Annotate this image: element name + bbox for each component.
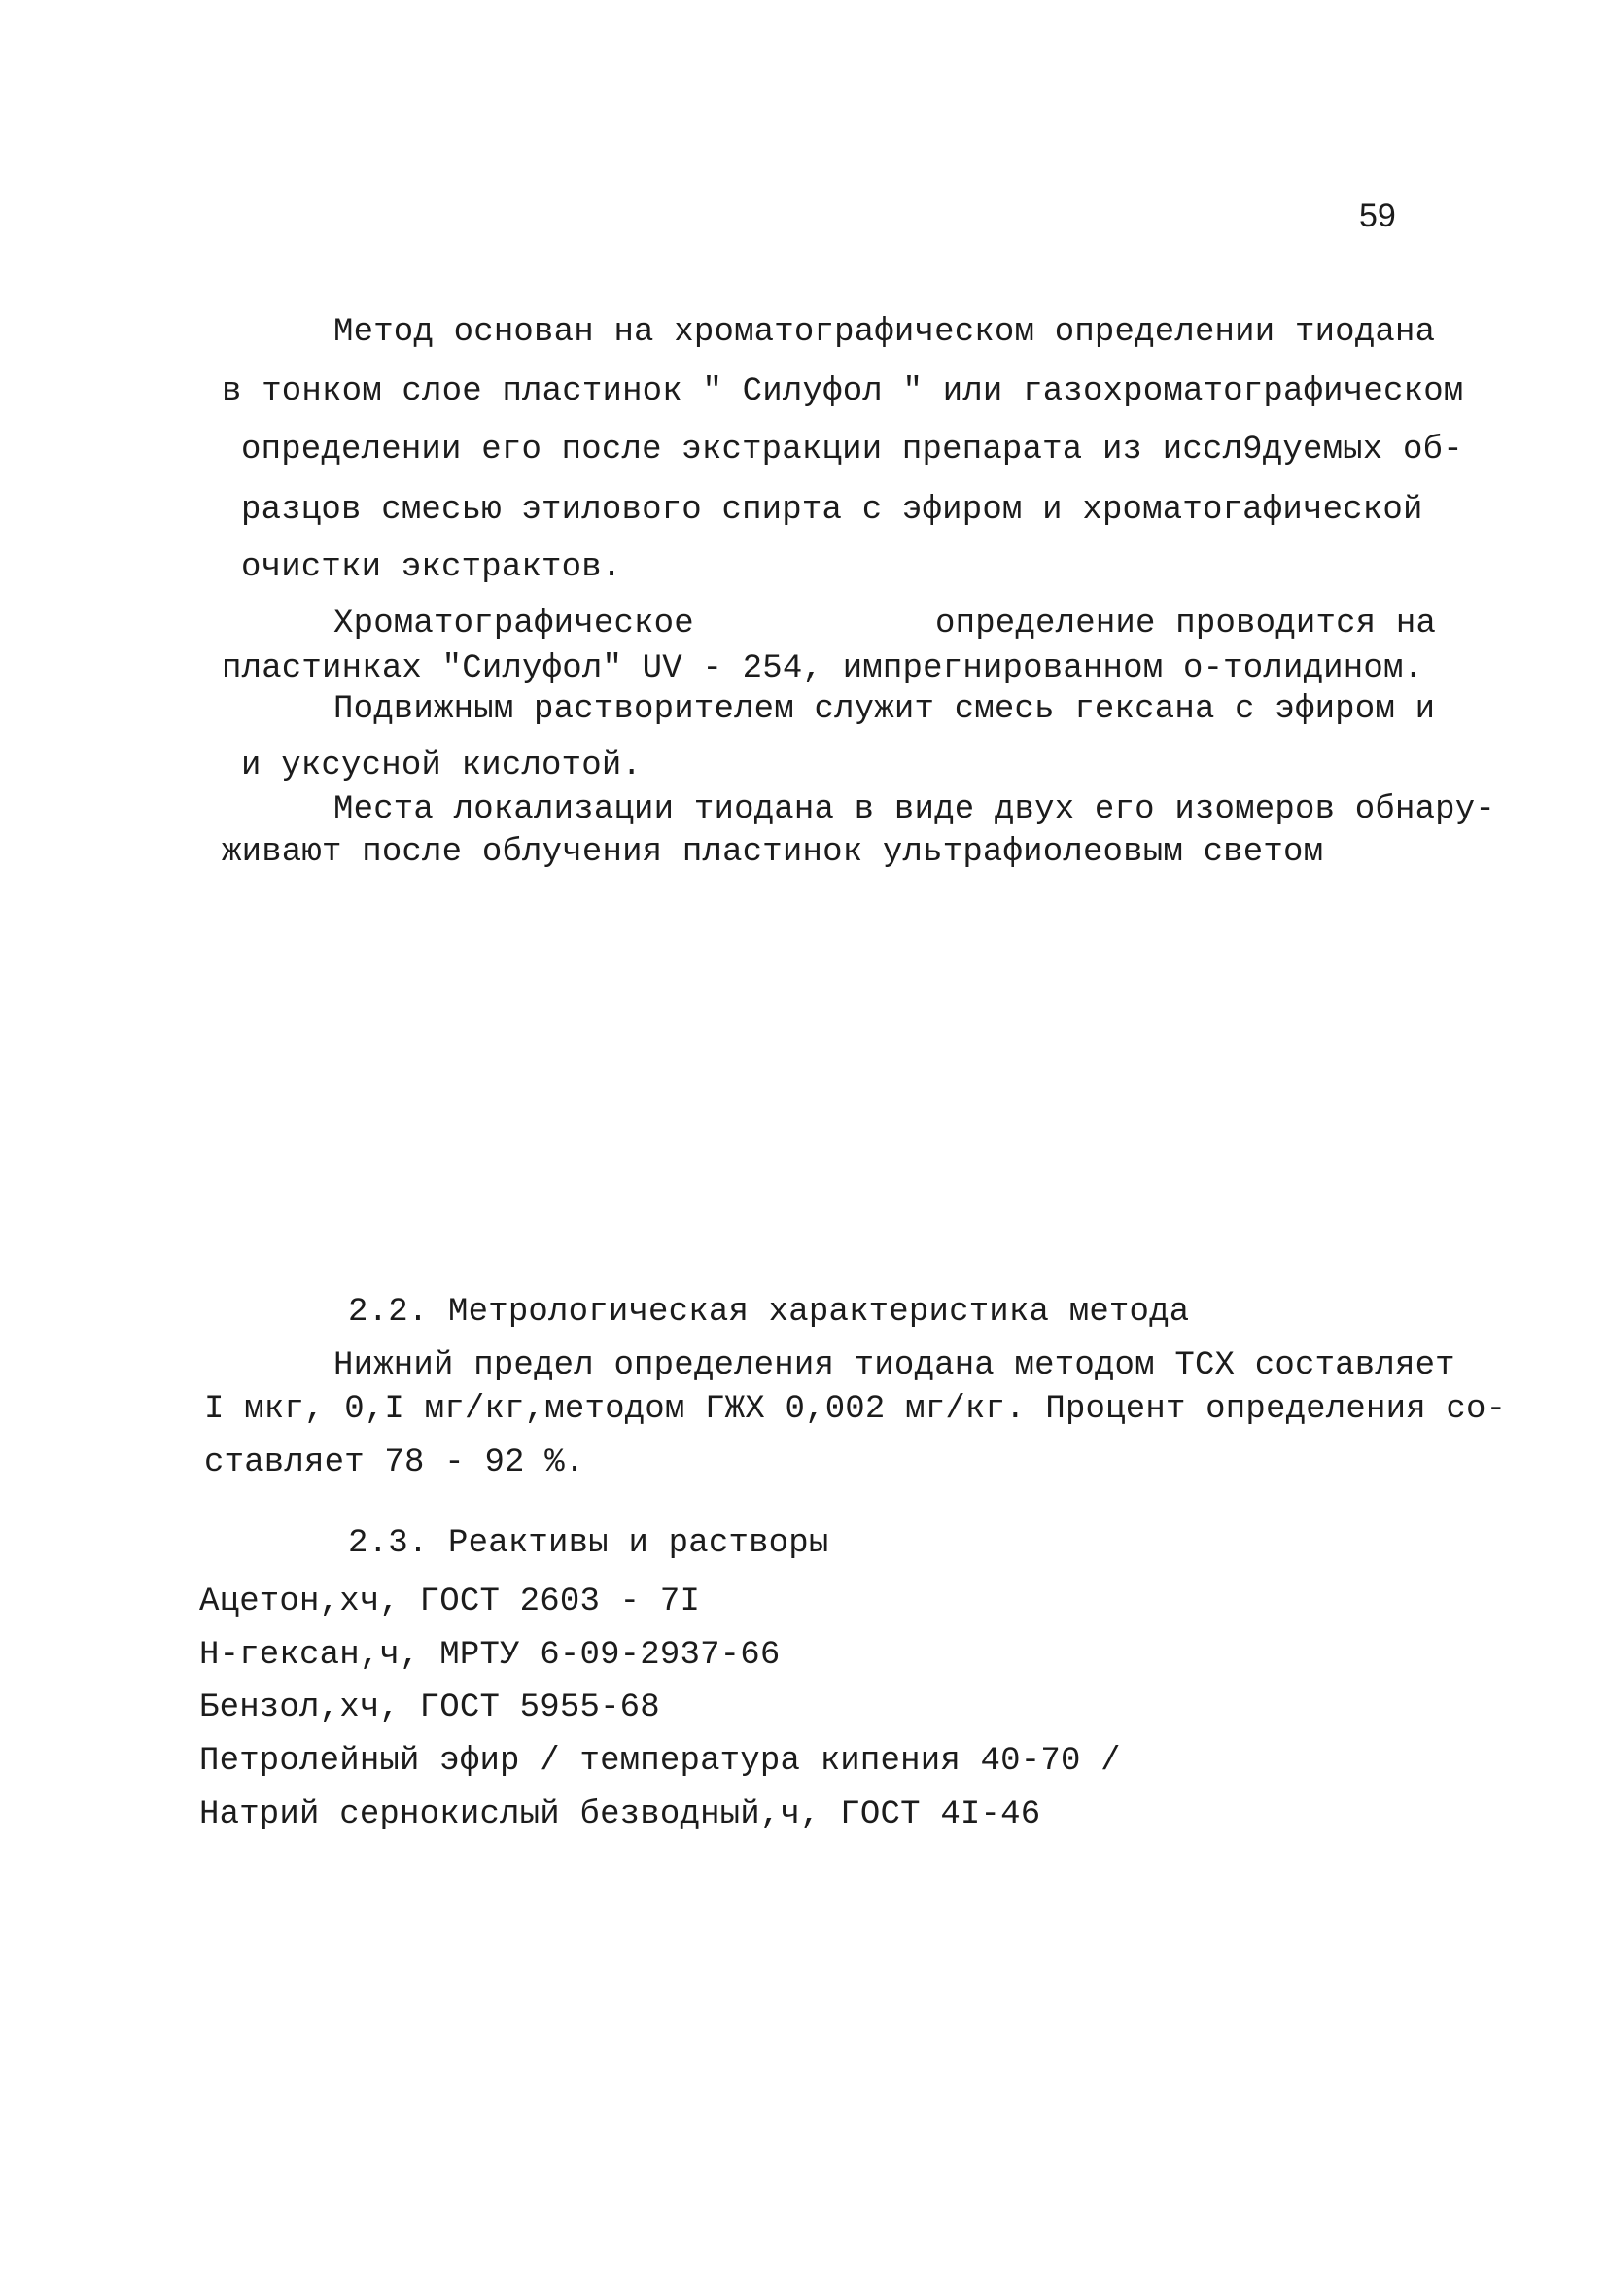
reagent-item-3: Бензол,хч, ГОСТ 5955-68: [199, 1689, 660, 1726]
section-2-2-heading: 2.2. Метрологическая характеристика метода: [348, 1294, 1190, 1331]
intro-line-1: Метод основан на хроматографическом определении тиодана: [333, 314, 1436, 351]
reagent-item-2: Н-гексан,ч, МРТУ 6-09-2937-66: [199, 1637, 781, 1674]
section-2-2-line-1: Нижний предел определения тиодана методом ТСХ составляет: [333, 1347, 1455, 1384]
chromatography-line-3: Подвижным растворителем служит смесь гексана с эфиром и: [333, 691, 1436, 728]
chromatography-line-6: живают после облучения пластинок ультрафиолеовым светом: [222, 834, 1324, 871]
reagent-item-5: Натрий сернокислый безводный,ч, ГОСТ 4I-46: [199, 1796, 1041, 1833]
chromatography-line-2: пластинках "Силуфол" UV - 254, импрегнированном о-толидином.: [222, 650, 1424, 687]
reagent-item-1: Ацетон,хч, ГОСТ 2603 - 7I: [199, 1583, 701, 1620]
chromatography-line-4: и уксусной кислотой.: [241, 748, 643, 784]
section-2-3-heading: 2.3. Реактивы и растворы: [348, 1525, 829, 1562]
intro-line-2: в тонком слое пластинок " Силуфол " или газохроматографическом: [222, 373, 1464, 410]
reagent-item-4: Петролейный эфир / температура кипения 40-70 /: [199, 1743, 1121, 1780]
chromatography-line-1-right: определение проводится на: [935, 606, 1437, 643]
intro-line-5: очистки экстрактов.: [241, 549, 622, 586]
section-2-2-line-3: ставляет 78 - 92 %.: [204, 1444, 585, 1481]
chromatography-line-5: Места локализации тиодана в виде двух его изомеров обнару-: [333, 791, 1495, 828]
intro-line-3: определении его после экстракции препарата из иссл9дуемых об-: [241, 432, 1463, 469]
page-number: 59: [1359, 197, 1396, 234]
section-2-2-line-2: I мкг, 0,I мг/кг,методом ГЖХ 0,002 мг/кг. Процент определения со-: [204, 1391, 1507, 1428]
chromatography-line-1-left: Хроматографическое: [333, 606, 694, 643]
intro-line-4: разцов смесью этилового спирта с эфиром и хроматогафической: [241, 492, 1423, 529]
